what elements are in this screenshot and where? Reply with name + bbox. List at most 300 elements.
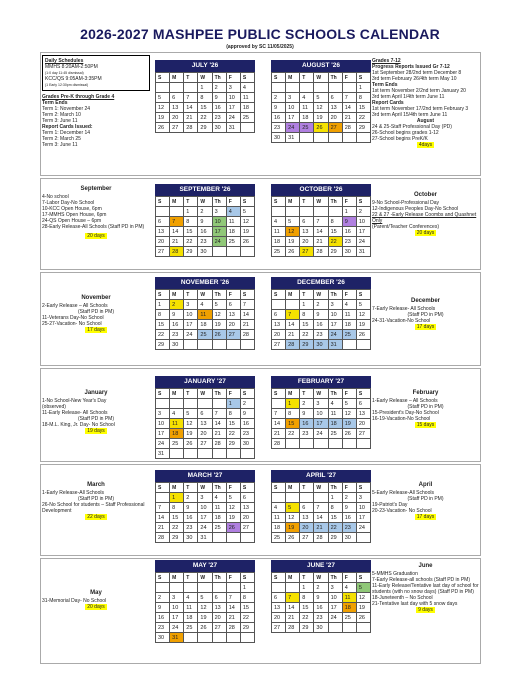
day-cell bbox=[184, 449, 198, 459]
weekday-label: T bbox=[184, 389, 198, 399]
day-cell: 1 bbox=[328, 493, 342, 503]
day-cell: 2 bbox=[314, 300, 328, 310]
day-cell: 23 bbox=[184, 523, 198, 533]
day-cell: 24 bbox=[314, 429, 328, 439]
day-cell: 14 bbox=[272, 419, 286, 429]
calendar-aug bbox=[271, 60, 371, 143]
day-cell: 16 bbox=[240, 419, 254, 429]
weekday-label: Th bbox=[328, 483, 342, 493]
note-item: 1-No School-New Year's Day bbox=[42, 398, 107, 404]
week-row bbox=[272, 123, 371, 133]
day-cell: 25 bbox=[342, 330, 356, 340]
day-cell bbox=[286, 83, 300, 93]
month-grid bbox=[271, 482, 371, 543]
month-grid bbox=[271, 196, 371, 257]
weekday-label: F bbox=[226, 389, 240, 399]
weekday-row bbox=[156, 483, 255, 493]
day-cell bbox=[240, 340, 254, 350]
day-cell: 17 bbox=[286, 113, 300, 123]
day-cell: 16 bbox=[300, 419, 314, 429]
day-cell: 18 bbox=[272, 523, 286, 533]
day-cell: 9 bbox=[240, 409, 254, 419]
day-cell bbox=[198, 399, 212, 409]
day-cell: 25 bbox=[342, 613, 356, 623]
weekday-label: Th bbox=[328, 389, 342, 399]
day-cell: 19 bbox=[240, 227, 254, 237]
note-item: 7-Labor Day-No School bbox=[42, 200, 95, 206]
week-row bbox=[156, 320, 255, 330]
day-cell: 7 bbox=[286, 310, 300, 320]
day-cell: 17 bbox=[314, 419, 328, 429]
weekday-label: T bbox=[184, 573, 198, 583]
day-cell: 2 bbox=[212, 83, 226, 93]
day-cell: 8 bbox=[286, 409, 300, 419]
weekday-label: Th bbox=[328, 290, 342, 300]
week-row bbox=[272, 399, 371, 409]
day-cell: 6 bbox=[226, 300, 240, 310]
week-row bbox=[272, 227, 371, 237]
week-row bbox=[272, 237, 371, 247]
day-cell: 13 bbox=[198, 419, 212, 429]
month-header: JULY '26 bbox=[155, 60, 255, 72]
day-cell: 24 bbox=[226, 113, 240, 123]
day-cell: 30 bbox=[170, 340, 184, 350]
weekday-row bbox=[272, 290, 371, 300]
day-cell: 6 bbox=[156, 217, 170, 227]
month-grid bbox=[155, 482, 255, 543]
day-cell: 17 bbox=[156, 429, 170, 439]
day-cell: 12 bbox=[356, 310, 370, 320]
day-cell: 11 bbox=[226, 217, 240, 227]
day-cell bbox=[314, 133, 328, 143]
day-cell bbox=[328, 623, 342, 633]
day-cell: 20 bbox=[272, 613, 286, 623]
week-row bbox=[272, 103, 371, 113]
calendar-jun bbox=[271, 560, 371, 633]
day-cell: 18 bbox=[272, 237, 286, 247]
day-cell: 27 bbox=[226, 330, 240, 340]
note-item: 18-Juneteenth – No School bbox=[372, 595, 433, 601]
weekday-label: S bbox=[356, 73, 370, 83]
weekday-label: S bbox=[240, 389, 254, 399]
day-cell: 10 bbox=[170, 603, 184, 613]
report-item: 1st term November 17/2nd term February 3 bbox=[372, 106, 469, 112]
week-row bbox=[272, 429, 371, 439]
week-row bbox=[156, 523, 255, 533]
weekday-label: S bbox=[272, 389, 286, 399]
weekday-label: T bbox=[300, 73, 314, 83]
day-cell: 13 bbox=[170, 103, 184, 113]
week-row bbox=[156, 583, 255, 593]
day-cell: 18 bbox=[198, 320, 212, 330]
month-notes-title: September bbox=[80, 186, 112, 192]
day-cell: 19 bbox=[286, 523, 300, 533]
weekday-label: S bbox=[272, 483, 286, 493]
day-cell: 8 bbox=[170, 503, 184, 513]
weekday-label: W bbox=[198, 290, 212, 300]
day-cell: 1 bbox=[356, 83, 370, 93]
note-item: 2-Early Release – All Schools bbox=[42, 303, 108, 309]
day-cell: 3 bbox=[198, 493, 212, 503]
day-cell bbox=[314, 439, 328, 449]
day-cell: 31 bbox=[198, 533, 212, 543]
term-ends-title: Term Ends bbox=[372, 82, 398, 88]
day-cell: 18 bbox=[300, 113, 314, 123]
weekday-label: M bbox=[286, 197, 300, 207]
weekday-label: S bbox=[240, 573, 254, 583]
day-cell bbox=[226, 583, 240, 593]
month-grid bbox=[155, 289, 255, 350]
day-cell bbox=[156, 399, 170, 409]
week-row bbox=[272, 583, 371, 593]
day-cell: 27 bbox=[212, 623, 226, 633]
weekday-label: Th bbox=[212, 389, 226, 399]
sept-notes bbox=[42, 186, 150, 239]
day-cell: 7 bbox=[240, 300, 254, 310]
day-cell: 4 bbox=[240, 83, 254, 93]
day-cell: 4 bbox=[272, 217, 286, 227]
weekday-label: F bbox=[342, 483, 356, 493]
day-cell: 10 bbox=[356, 217, 370, 227]
feb-notes bbox=[372, 390, 479, 428]
day-cell: 19 bbox=[286, 237, 300, 247]
weekday-label: Th bbox=[328, 197, 342, 207]
approval-note: (approved by SC 11/05/2025) bbox=[226, 44, 294, 50]
week-row bbox=[272, 83, 371, 93]
note-item: 9-No School-Professional Day bbox=[372, 200, 439, 206]
day-cell: 11 bbox=[300, 103, 314, 113]
weekday-label: F bbox=[342, 290, 356, 300]
term-list bbox=[42, 106, 150, 124]
weekday-label: W bbox=[198, 389, 212, 399]
weekday-label: S bbox=[272, 197, 286, 207]
day-cell bbox=[300, 439, 314, 449]
day-cell: 15 bbox=[170, 513, 184, 523]
weekday-label: W bbox=[314, 197, 328, 207]
day-cell: 18 bbox=[328, 419, 342, 429]
calendar-may bbox=[155, 560, 255, 643]
day-cell: 23 bbox=[272, 123, 286, 133]
day-count: 20 days bbox=[416, 230, 435, 236]
day-cell: 15 bbox=[184, 227, 198, 237]
day-cell bbox=[356, 439, 370, 449]
day-cell bbox=[184, 583, 198, 593]
day-cell: 18 bbox=[226, 227, 240, 237]
day-cell bbox=[342, 340, 356, 350]
day-cell: 18 bbox=[342, 603, 356, 613]
day-cell: 11 bbox=[170, 419, 184, 429]
day-cell: 9 bbox=[342, 503, 356, 513]
week-row bbox=[156, 419, 255, 429]
day-cell bbox=[286, 439, 300, 449]
day-cell: 13 bbox=[156, 227, 170, 237]
week-row bbox=[272, 133, 371, 143]
day-cell: 28 bbox=[314, 247, 328, 257]
weekday-label: M bbox=[170, 290, 184, 300]
day-cell: 26 bbox=[240, 237, 254, 247]
week-row bbox=[272, 310, 371, 320]
week-row bbox=[272, 207, 371, 217]
day-cell bbox=[314, 83, 328, 93]
note-item: 5-Early Release-All Schools bbox=[372, 490, 434, 496]
day-cell: 17 bbox=[198, 513, 212, 523]
weekday-label: Th bbox=[328, 73, 342, 83]
week-row bbox=[156, 330, 255, 340]
day-cell bbox=[184, 633, 198, 643]
report-list bbox=[42, 130, 150, 148]
weekday-label: W bbox=[314, 483, 328, 493]
note-item: 11-Early Release- All Schools bbox=[42, 410, 108, 416]
day-cell: 9 bbox=[170, 310, 184, 320]
day-cell: 13 bbox=[328, 103, 342, 113]
calendar-feb bbox=[271, 376, 371, 449]
day-cell: 11 bbox=[328, 409, 342, 419]
day-cell: 28 bbox=[286, 623, 300, 633]
apr-notes bbox=[372, 482, 479, 520]
day-cell: 12 bbox=[184, 419, 198, 429]
day-cell: 19 bbox=[184, 429, 198, 439]
weekday-label: W bbox=[198, 483, 212, 493]
day-cell: 22 bbox=[156, 330, 170, 340]
day-cell: 28 bbox=[226, 623, 240, 633]
day-cell: 24 bbox=[286, 123, 300, 133]
day-cell: 29 bbox=[156, 340, 170, 350]
day-cell: 26 bbox=[184, 439, 198, 449]
day-cell: 26 bbox=[356, 330, 370, 340]
day-cell: 9 bbox=[198, 217, 212, 227]
day-cell: 4 bbox=[342, 583, 356, 593]
day-cell: 9 bbox=[300, 409, 314, 419]
day-cell: 21 bbox=[314, 237, 328, 247]
day-cell: 30 bbox=[198, 247, 212, 257]
day-cell: 16 bbox=[272, 113, 286, 123]
mmhs-schedule: MMHS 8:20AM-2:50PM bbox=[45, 64, 98, 70]
weekday-label: S bbox=[240, 483, 254, 493]
day-cell: 11 bbox=[272, 513, 286, 523]
day-cell: 22 bbox=[226, 429, 240, 439]
note-item: 11-Early Release/Tentative last day of school for students (with no snow days) (Staff PD in PM) bbox=[372, 583, 479, 595]
day-cell: 21 bbox=[240, 320, 254, 330]
weekday-label: S bbox=[356, 290, 370, 300]
day-cell: 17 bbox=[356, 513, 370, 523]
day-cell: 14 bbox=[240, 310, 254, 320]
day-cell: 24 bbox=[356, 523, 370, 533]
month-notes-title: May bbox=[90, 590, 102, 596]
day-cell: 3 bbox=[156, 409, 170, 419]
week-row bbox=[272, 613, 371, 623]
day-cell: 22 bbox=[328, 237, 342, 247]
day-cell: 26 bbox=[342, 429, 356, 439]
weekday-label: Th bbox=[212, 290, 226, 300]
note-item: (Staff PD in PM) bbox=[407, 312, 444, 318]
day-cell: 12 bbox=[156, 103, 170, 113]
weekday-label: T bbox=[184, 290, 198, 300]
day-cell: 3 bbox=[286, 93, 300, 103]
day-cell: 12 bbox=[198, 603, 212, 613]
day-cell: 19 bbox=[342, 419, 356, 429]
day-cell: 19 bbox=[156, 113, 170, 123]
august-item: 26-School begins grades 1-12 bbox=[372, 130, 439, 136]
day-cell: 19 bbox=[212, 320, 226, 330]
day-cell: 18 bbox=[212, 513, 226, 523]
day-cell: 6 bbox=[300, 217, 314, 227]
note-item: (Staff PD in PM) bbox=[77, 496, 115, 502]
month-header: MAY '27 bbox=[155, 560, 255, 572]
day-cell: 4 bbox=[272, 503, 286, 513]
day-cell: 8 bbox=[356, 93, 370, 103]
day-cell bbox=[300, 83, 314, 93]
week-row bbox=[156, 227, 255, 237]
day-cell: 10 bbox=[314, 409, 328, 419]
day-cell: 3 bbox=[314, 399, 328, 409]
month-header: MARCH '27 bbox=[155, 470, 255, 482]
note-item: 11-Veterans Day-No School bbox=[42, 315, 104, 321]
day-cell: 21 bbox=[226, 613, 240, 623]
day-cell: 28 bbox=[314, 533, 328, 543]
weekday-row bbox=[156, 389, 255, 399]
report-item: Term 2: March 25 bbox=[42, 136, 81, 142]
day-cell: 18 bbox=[240, 103, 254, 113]
day-cell: 20 bbox=[156, 237, 170, 247]
day-count: 17 days bbox=[416, 514, 435, 520]
day-cell: 29 bbox=[226, 439, 240, 449]
day-count: 20 days bbox=[87, 604, 105, 610]
day-cell: 22 bbox=[286, 429, 300, 439]
weekday-row bbox=[156, 73, 255, 83]
day-cell: 25 bbox=[212, 523, 226, 533]
day-cell: 13 bbox=[300, 513, 314, 523]
day-cell: 5 bbox=[198, 593, 212, 603]
day-cell: 20 bbox=[212, 613, 226, 623]
day-cell bbox=[342, 133, 356, 143]
day-cell: 14 bbox=[314, 227, 328, 237]
day-cell: 29 bbox=[328, 533, 342, 543]
day-cell: 7 bbox=[170, 217, 184, 227]
month-header: JUNE '27 bbox=[271, 560, 371, 572]
day-cell: 20 bbox=[198, 429, 212, 439]
day-cell: 3 bbox=[212, 207, 226, 217]
day-cell: 5 bbox=[226, 493, 240, 503]
day-cell: 2 bbox=[356, 207, 370, 217]
week-row bbox=[156, 207, 255, 217]
month-header: OCTOBER '26 bbox=[271, 184, 371, 196]
day-cell bbox=[226, 533, 240, 543]
week-row bbox=[156, 123, 255, 133]
weekday-label: S bbox=[272, 73, 286, 83]
day-cell: 16 bbox=[184, 513, 198, 523]
day-cell: 7 bbox=[314, 503, 328, 513]
day-cell: 15 bbox=[226, 419, 240, 429]
day-cell: 25 bbox=[170, 439, 184, 449]
day-cell bbox=[272, 83, 286, 93]
day-cell: 29 bbox=[198, 123, 212, 133]
calendar-jul bbox=[155, 60, 255, 133]
week-row bbox=[272, 439, 371, 449]
day-cell: 23 bbox=[156, 623, 170, 633]
day-cell: 14 bbox=[342, 103, 356, 113]
day-cell: 29 bbox=[356, 123, 370, 133]
day-cell: 15 bbox=[156, 320, 170, 330]
day-count: 9 days bbox=[418, 607, 433, 613]
day-cell: 22 bbox=[356, 113, 370, 123]
weekday-label: W bbox=[198, 73, 212, 83]
day-cell bbox=[356, 623, 370, 633]
month-notes-title: June bbox=[418, 563, 433, 569]
day-cell: 27 bbox=[272, 340, 286, 350]
day-cell: 28 bbox=[286, 340, 300, 350]
day-cell bbox=[328, 83, 342, 93]
daily-schedules-title: Daily Schedules bbox=[45, 58, 84, 64]
day-cell bbox=[170, 449, 184, 459]
weekday-row bbox=[156, 573, 255, 583]
day-cell: 29 bbox=[240, 623, 254, 633]
day-cell: 19 bbox=[314, 113, 328, 123]
weekday-label: Th bbox=[212, 483, 226, 493]
month-header: FEBRUARY '27 bbox=[271, 376, 371, 388]
weekday-label: M bbox=[286, 389, 300, 399]
day-cell: 25 bbox=[300, 123, 314, 133]
day-cell: 7 bbox=[212, 409, 226, 419]
week-row bbox=[156, 593, 255, 603]
day-cell: 8 bbox=[240, 593, 254, 603]
week-row bbox=[156, 493, 255, 503]
day-cell: 23 bbox=[342, 523, 356, 533]
day-cell bbox=[198, 633, 212, 643]
calendar-dec bbox=[271, 277, 371, 350]
day-cell: 16 bbox=[212, 103, 226, 113]
day-cell: 5 bbox=[240, 207, 254, 217]
day-cell: 5 bbox=[356, 583, 370, 593]
day-cell: 26 bbox=[212, 330, 226, 340]
weekday-label: F bbox=[342, 389, 356, 399]
day-cell: 27 bbox=[156, 247, 170, 257]
weekday-label: S bbox=[156, 197, 170, 207]
weekday-label: S bbox=[356, 197, 370, 207]
day-cell: 1 bbox=[342, 207, 356, 217]
week-row bbox=[156, 533, 255, 543]
week-row bbox=[156, 310, 255, 320]
day-cell: 27 bbox=[272, 623, 286, 633]
note-item: 15-President's Day-No School bbox=[372, 410, 439, 416]
day-cell: 29 bbox=[300, 340, 314, 350]
month-grid bbox=[271, 72, 371, 143]
week-row bbox=[156, 103, 255, 113]
report-cards-title: Report Cards Issued: bbox=[42, 124, 93, 130]
day-cell: 27 bbox=[170, 123, 184, 133]
weekday-label: T bbox=[300, 573, 314, 583]
day-cell: 5 bbox=[314, 93, 328, 103]
weekday-label: M bbox=[170, 197, 184, 207]
day-count: 22 days bbox=[87, 514, 105, 520]
day-cell: 6 bbox=[212, 593, 226, 603]
day-cell: 14 bbox=[286, 320, 300, 330]
day-cell: 28 bbox=[272, 439, 286, 449]
day-cell: 20 bbox=[328, 113, 342, 123]
week-row bbox=[156, 83, 255, 93]
day-cell: 17 bbox=[328, 320, 342, 330]
day-cell: 25 bbox=[272, 533, 286, 543]
month-notes-title: March bbox=[87, 482, 105, 488]
week-row bbox=[272, 93, 371, 103]
week-row bbox=[156, 409, 255, 419]
kcc-schedule: KCC/QS 9:05AM-3:35PM bbox=[45, 76, 102, 82]
day-cell bbox=[212, 583, 226, 593]
weekday-label: S bbox=[156, 483, 170, 493]
day-cell bbox=[314, 493, 328, 503]
calendar-mar bbox=[155, 470, 255, 543]
week-row bbox=[272, 533, 371, 543]
right-info-box bbox=[372, 58, 479, 148]
